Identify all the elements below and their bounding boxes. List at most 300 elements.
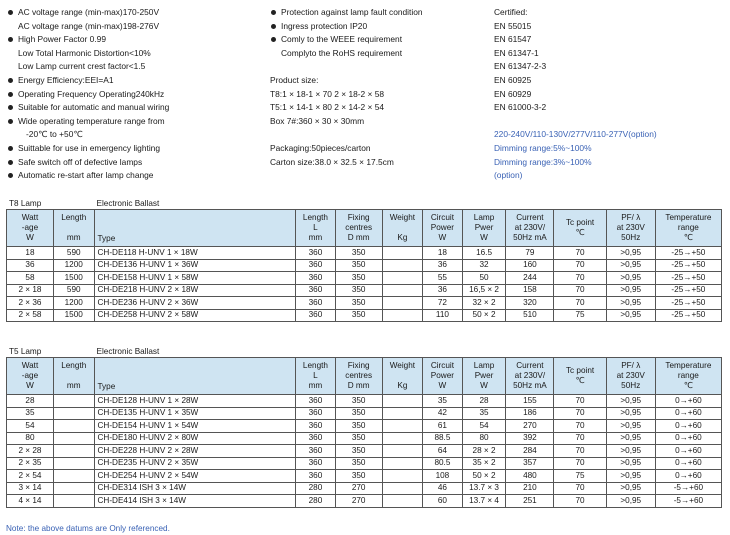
table-cell: -25→+50 bbox=[655, 297, 721, 310]
table-cell: 2 × 28 bbox=[7, 445, 54, 458]
table-cell bbox=[382, 259, 423, 272]
header-line: L bbox=[313, 371, 318, 380]
header-line: mm bbox=[66, 381, 81, 390]
bullet-item: Wide operating temperature range from bbox=[7, 115, 267, 129]
column-header bbox=[554, 358, 606, 395]
header-line: 50Hz bbox=[621, 233, 641, 242]
table-cell: 4 × 14 bbox=[7, 495, 54, 508]
lamp-type-label: T5 Lamp bbox=[7, 347, 95, 358]
column-header bbox=[7, 358, 54, 395]
table-cell bbox=[53, 470, 94, 483]
table-cell: 186 bbox=[506, 407, 554, 420]
table-cell: 36 bbox=[423, 284, 462, 297]
table-row bbox=[7, 247, 722, 260]
table-cell: CH-DE258 H-UNV 2 × 58W bbox=[94, 309, 296, 322]
table-cell: 360 bbox=[296, 407, 335, 420]
column-header bbox=[606, 358, 655, 395]
table-cell: 28 × 2 bbox=[462, 445, 506, 458]
header-line: at 230V bbox=[616, 223, 645, 232]
table-cell: 350 bbox=[335, 247, 382, 260]
spec-line: Low Total Harmonic Distortion<10% bbox=[18, 47, 151, 58]
spec-line: (option) bbox=[494, 170, 523, 181]
table-cell: 350 bbox=[335, 395, 382, 408]
table-cell: >0,95 bbox=[606, 272, 655, 285]
table-cell: 75 bbox=[554, 309, 606, 322]
table-cell: 360 bbox=[296, 284, 335, 297]
table-cell bbox=[382, 395, 423, 408]
table-cell: 108 bbox=[423, 470, 462, 483]
table-row bbox=[7, 407, 722, 420]
table-cell bbox=[382, 247, 423, 260]
column-header bbox=[382, 210, 423, 247]
header-line: Watt bbox=[21, 361, 39, 370]
table-cell bbox=[53, 432, 94, 445]
column-header bbox=[423, 210, 462, 247]
header-line: Current bbox=[516, 213, 544, 222]
table-cell bbox=[382, 432, 423, 445]
table-cell: -25→+50 bbox=[655, 247, 721, 260]
table-cell bbox=[53, 495, 94, 508]
header-line: Type bbox=[97, 382, 116, 391]
header-line: PF/ λ bbox=[621, 361, 641, 370]
table-cell: 350 bbox=[335, 259, 382, 272]
bullet-item: AC voltage range (min-max)170-250V bbox=[7, 6, 267, 20]
column-header bbox=[7, 210, 54, 247]
table-cell: 360 bbox=[296, 470, 335, 483]
table-cell: 350 bbox=[335, 457, 382, 470]
header-line: centres bbox=[345, 223, 373, 232]
table-cell: 50 × 2 bbox=[462, 470, 506, 483]
header-line: Length bbox=[61, 213, 87, 222]
table-cell: 70 bbox=[554, 297, 606, 310]
header-line: Tc point bbox=[565, 366, 595, 375]
table-cell: >0,95 bbox=[606, 309, 655, 322]
table-row bbox=[7, 259, 722, 272]
header-line: Length bbox=[302, 213, 328, 222]
table-cell: 64 bbox=[423, 445, 462, 458]
table-cell bbox=[53, 420, 94, 433]
table-cell: -5→+60 bbox=[655, 482, 721, 495]
footnote: Note: the above datums are Only referenced. bbox=[6, 524, 170, 533]
table-cell bbox=[53, 457, 94, 470]
table-cell bbox=[382, 445, 423, 458]
table-cell: 70 bbox=[554, 445, 606, 458]
table-cell: >0,95 bbox=[606, 420, 655, 433]
table-cell: 75 bbox=[554, 470, 606, 483]
table-cell: 80 bbox=[462, 432, 506, 445]
column-header bbox=[655, 358, 721, 395]
table-cell: -5→+60 bbox=[655, 495, 721, 508]
table-cell: 0→+60 bbox=[655, 395, 721, 408]
bullet-item: Suitable for automatic and manual wiring bbox=[7, 101, 267, 115]
ballast-type-label: Electronic Ballast bbox=[94, 199, 722, 210]
table-cell: CH-DE314 ISH 3 × 14W bbox=[94, 482, 296, 495]
spec-line: AC voltage range (min-max)198-276V bbox=[18, 20, 160, 31]
table-cell: -25→+50 bbox=[655, 284, 721, 297]
table-cell: 210 bbox=[506, 482, 554, 495]
column-header bbox=[53, 210, 94, 247]
header-line: W bbox=[26, 381, 34, 390]
bullet-item: Suittable for use in emergency lighting bbox=[7, 142, 267, 156]
table-cell: 350 bbox=[335, 272, 382, 285]
header-line: Kg bbox=[397, 233, 408, 242]
table-cell: 158 bbox=[506, 284, 554, 297]
table-cell: 251 bbox=[506, 495, 554, 508]
t8-spec-table bbox=[6, 198, 722, 322]
column-header bbox=[506, 210, 554, 247]
table-row bbox=[7, 495, 722, 508]
spec-line: EN 60925 bbox=[494, 74, 532, 85]
table-cell: CH-DE228 H-UNV 2 × 28W bbox=[94, 445, 296, 458]
table-cell: CH-DE118 H-UNV 1 × 18W bbox=[94, 247, 296, 260]
table-cell: 0→+60 bbox=[655, 445, 721, 458]
table-cell: -25→+50 bbox=[655, 309, 721, 322]
bullet-item: Automatic re-start after lamp change bbox=[7, 169, 267, 183]
header-line: mm bbox=[308, 381, 323, 390]
header-line: Circuit bbox=[430, 213, 455, 222]
table-row bbox=[7, 445, 722, 458]
table-header-row bbox=[7, 358, 722, 395]
header-line: Temperature bbox=[665, 361, 712, 370]
header-line: range bbox=[677, 371, 699, 380]
table-cell: CH-DE154 H-UNV 1 × 54W bbox=[94, 420, 296, 433]
table-row bbox=[7, 482, 722, 495]
table-cell bbox=[382, 470, 423, 483]
table-cell bbox=[53, 395, 94, 408]
column-header bbox=[94, 210, 296, 247]
table-header-row bbox=[7, 210, 722, 247]
table-cell: 360 bbox=[296, 309, 335, 322]
spec-line: Packaging:50pieces/carton bbox=[270, 142, 371, 153]
header-line: Type bbox=[97, 234, 116, 243]
header-line bbox=[385, 371, 421, 381]
header-line: Temperature bbox=[665, 213, 712, 222]
header-line: Tc point bbox=[565, 218, 595, 227]
table-cell: 350 bbox=[335, 297, 382, 310]
spec-line: Low Lamp current crest factor<1.5 bbox=[18, 61, 146, 72]
bullet-item: Safe switch off of defective lamps bbox=[7, 156, 267, 170]
table-cell: 360 bbox=[296, 272, 335, 285]
table-cell: CH-DE235 H-UNV 2 × 35W bbox=[94, 457, 296, 470]
header-line: Lamp bbox=[473, 361, 495, 370]
column-header bbox=[423, 358, 462, 395]
header-line: Current bbox=[516, 361, 544, 370]
header-line: at 230V/ bbox=[514, 371, 546, 380]
table-cell bbox=[53, 482, 94, 495]
features-column-1 bbox=[7, 6, 267, 183]
bullet-item: Operating Frequency Operating240kHz bbox=[7, 88, 267, 102]
table-label-row bbox=[7, 199, 722, 210]
table-cell: 36 bbox=[423, 259, 462, 272]
table-cell: >0,95 bbox=[606, 482, 655, 495]
header-line: Length bbox=[61, 361, 87, 370]
table-cell: 35 bbox=[7, 407, 54, 420]
table-cell: 28 bbox=[462, 395, 506, 408]
table-cell: 18 bbox=[423, 247, 462, 260]
spec-line: Carton size:38.0 × 32.5 × 17.5cm bbox=[270, 156, 394, 167]
spec-line: Dimming range:3%~100% bbox=[494, 156, 592, 167]
features-column-2 bbox=[270, 6, 485, 169]
spec-line: T5:1 × 14-1 × 80 2 × 14-2 × 54 bbox=[270, 102, 385, 113]
table-cell: 360 bbox=[296, 247, 335, 260]
header-line: PF/ λ bbox=[621, 213, 641, 222]
table-cell: 16,5 × 2 bbox=[462, 284, 506, 297]
table-cell: 70 bbox=[554, 395, 606, 408]
table-cell: >0,95 bbox=[606, 297, 655, 310]
table-cell: 392 bbox=[506, 432, 554, 445]
table-cell: 70 bbox=[554, 482, 606, 495]
table-cell bbox=[382, 457, 423, 470]
table-cell: 360 bbox=[296, 297, 335, 310]
table-cell: 350 bbox=[335, 309, 382, 322]
header-line: W bbox=[480, 381, 488, 390]
column-header bbox=[462, 358, 506, 395]
table-cell: CH-DE128 H-UNV 1 × 28W bbox=[94, 395, 296, 408]
table-cell: 0→+60 bbox=[655, 432, 721, 445]
spec-line: Certified: bbox=[494, 7, 528, 17]
header-line: Lamp bbox=[473, 213, 495, 222]
header-line: mm bbox=[66, 233, 81, 242]
table-cell: 60 bbox=[423, 495, 462, 508]
table-cell: >0,95 bbox=[606, 259, 655, 272]
header-line: Fixing bbox=[347, 213, 370, 222]
table-cell: >0,95 bbox=[606, 445, 655, 458]
table-cell: >0,95 bbox=[606, 247, 655, 260]
table-cell: 1200 bbox=[53, 297, 94, 310]
table-cell: 2 × 35 bbox=[7, 457, 54, 470]
table-cell bbox=[382, 297, 423, 310]
table-cell: 70 bbox=[554, 495, 606, 508]
table-cell: CH-DE158 H-UNV 1 × 58W bbox=[94, 272, 296, 285]
header-line: Length bbox=[302, 361, 328, 370]
table-cell: 70 bbox=[554, 432, 606, 445]
table-cell: 70 bbox=[554, 420, 606, 433]
header-line bbox=[56, 371, 92, 381]
spec-line: EN 61347-1 bbox=[494, 47, 539, 58]
table-cell: 50 bbox=[462, 272, 506, 285]
table-row bbox=[7, 395, 722, 408]
table-cell bbox=[382, 407, 423, 420]
table-cell: 0→+60 bbox=[655, 457, 721, 470]
table-cell: 13.7 × 3 bbox=[462, 482, 506, 495]
header-line: Weight bbox=[389, 361, 416, 370]
table-cell: 32 bbox=[462, 259, 506, 272]
table-cell: 350 bbox=[335, 445, 382, 458]
table-cell: >0,95 bbox=[606, 495, 655, 508]
table-cell: 18 bbox=[7, 247, 54, 260]
header-line: 50Hz bbox=[621, 381, 641, 390]
table-cell: 350 bbox=[335, 470, 382, 483]
table-cell: 58 bbox=[7, 272, 54, 285]
header-line: -age bbox=[21, 371, 39, 380]
header-line: D mm bbox=[347, 381, 370, 390]
table-cell: 360 bbox=[296, 259, 335, 272]
table-cell: 1500 bbox=[53, 272, 94, 285]
table-cell: 360 bbox=[296, 395, 335, 408]
table-cell: 50 × 2 bbox=[462, 309, 506, 322]
spec-line bbox=[494, 115, 730, 129]
table-cell: 360 bbox=[296, 445, 335, 458]
table-cell: 284 bbox=[506, 445, 554, 458]
table-row bbox=[7, 432, 722, 445]
spec-line: EN 61547 bbox=[494, 34, 532, 45]
header-line bbox=[56, 223, 92, 233]
table-cell: 280 bbox=[296, 495, 335, 508]
spec-line bbox=[270, 60, 485, 74]
column-header bbox=[655, 210, 721, 247]
bullet-item: Energy Efficiency:EEI=A1 bbox=[7, 74, 267, 88]
spec-line: EN 60929 bbox=[494, 88, 532, 99]
header-line: Circuit bbox=[430, 361, 455, 370]
header-line: ℃ bbox=[683, 233, 693, 242]
table-cell: 1200 bbox=[53, 259, 94, 272]
column-header bbox=[606, 210, 655, 247]
table-cell: 360 bbox=[296, 432, 335, 445]
table-cell: 35 bbox=[423, 395, 462, 408]
header-line: at 230V/ bbox=[514, 223, 546, 232]
header-line: at 230V bbox=[616, 371, 645, 380]
table-cell: 510 bbox=[506, 309, 554, 322]
table-cell: 2 × 36 bbox=[7, 297, 54, 310]
table-cell: 28 bbox=[7, 395, 54, 408]
table-cell: 55 bbox=[423, 272, 462, 285]
table-cell: 70 bbox=[554, 272, 606, 285]
table-cell bbox=[53, 445, 94, 458]
spec-line: T8:1 × 18-1 × 70 2 × 18-2 × 58 bbox=[270, 88, 385, 99]
table-cell: CH-DE180 H-UNV 2 × 80W bbox=[94, 432, 296, 445]
header-line: centres bbox=[345, 371, 373, 380]
table-cell: CH-DE136 H-UNV 1 × 36W bbox=[94, 259, 296, 272]
table-cell: 13.7 × 4 bbox=[462, 495, 506, 508]
table-cell: CH-DE218 H-UNV 2 × 18W bbox=[94, 284, 296, 297]
header-line: ℃ bbox=[683, 381, 693, 390]
table-row bbox=[7, 420, 722, 433]
table-cell: 42 bbox=[423, 407, 462, 420]
table-row bbox=[7, 297, 722, 310]
column-header bbox=[296, 210, 335, 247]
header-line: L bbox=[313, 223, 318, 232]
table-row bbox=[7, 284, 722, 297]
header-line: 50Hz mA bbox=[513, 233, 547, 242]
table-cell: -25→+50 bbox=[655, 259, 721, 272]
table-cell: 0→+60 bbox=[655, 407, 721, 420]
table-cell: 79 bbox=[506, 247, 554, 260]
table-cell: CH-DE236 H-UNV 2 × 36W bbox=[94, 297, 296, 310]
bullet-item: Comly to the WEEE requirement bbox=[270, 33, 485, 47]
table-row bbox=[7, 309, 722, 322]
table-cell: >0,95 bbox=[606, 470, 655, 483]
ballast-type-label: Electronic Ballast bbox=[94, 347, 722, 358]
table-cell: 3 × 14 bbox=[7, 482, 54, 495]
table-cell: 54 bbox=[7, 420, 54, 433]
table-cell: 155 bbox=[506, 395, 554, 408]
table-cell: 72 bbox=[423, 297, 462, 310]
table-cell: 70 bbox=[554, 247, 606, 260]
table-cell bbox=[382, 284, 423, 297]
header-line: Power bbox=[430, 223, 455, 232]
table-cell: 270 bbox=[506, 420, 554, 433]
table-cell: 32 × 2 bbox=[462, 297, 506, 310]
header-line: -age bbox=[21, 223, 39, 232]
table-row bbox=[7, 272, 722, 285]
table-cell: >0,95 bbox=[606, 284, 655, 297]
bullet-item: Ingress protection IP20 bbox=[270, 20, 485, 34]
column-header bbox=[382, 358, 423, 395]
column-header bbox=[335, 358, 382, 395]
table-cell: 70 bbox=[554, 457, 606, 470]
spec-line: Dimming range:5%~100% bbox=[494, 142, 592, 153]
spec-line: EN 61000-3-2 bbox=[494, 102, 547, 113]
column-header bbox=[554, 210, 606, 247]
table-cell: 360 bbox=[296, 420, 335, 433]
header-line: Kg bbox=[397, 381, 408, 390]
table-cell: -25→+50 bbox=[655, 272, 721, 285]
spec-line: 220-240V/110-130V/277V/110-277V(option) bbox=[494, 129, 657, 140]
table-cell: 244 bbox=[506, 272, 554, 285]
header-line: 50Hz mA bbox=[513, 381, 547, 390]
table-cell: 350 bbox=[335, 432, 382, 445]
column-header bbox=[335, 210, 382, 247]
table-cell: 590 bbox=[53, 284, 94, 297]
table-cell: >0,95 bbox=[606, 407, 655, 420]
table-cell: >0,95 bbox=[606, 457, 655, 470]
header-line: range bbox=[677, 223, 699, 232]
spec-line: EN 61347-2-3 bbox=[494, 61, 547, 72]
header-line: W bbox=[26, 233, 34, 242]
table-cell: 70 bbox=[554, 407, 606, 420]
header-line: D mm bbox=[347, 233, 370, 242]
table-cell: 36 bbox=[7, 259, 54, 272]
table-cell bbox=[53, 407, 94, 420]
table-cell: 54 bbox=[462, 420, 506, 433]
spec-line: Complyto the RoHS requirement bbox=[281, 47, 403, 58]
table-cell: 350 bbox=[335, 420, 382, 433]
spec-line: Box 7#:360 × 30 × 30mm bbox=[270, 115, 365, 126]
table-cell: CH-DE414 ISH 3 × 14W bbox=[94, 495, 296, 508]
table-cell: 110 bbox=[423, 309, 462, 322]
bullet-item: Protection against lamp fault condition bbox=[270, 6, 485, 20]
table-cell: 2 × 58 bbox=[7, 309, 54, 322]
table-cell: 2 × 54 bbox=[7, 470, 54, 483]
table-cell: 280 bbox=[296, 482, 335, 495]
table-cell: 320 bbox=[506, 297, 554, 310]
spec-line bbox=[270, 128, 485, 142]
spec-line: -20℃ to +50℃ bbox=[26, 129, 83, 140]
header-line: ℃ bbox=[575, 228, 585, 237]
header-line: Weight bbox=[389, 213, 416, 222]
table-cell bbox=[382, 309, 423, 322]
table-cell bbox=[382, 420, 423, 433]
table-cell: 1500 bbox=[53, 309, 94, 322]
header-line: W bbox=[480, 233, 488, 242]
table-cell: 270 bbox=[335, 495, 382, 508]
table-cell: 35 bbox=[462, 407, 506, 420]
header-line bbox=[385, 223, 421, 233]
column-header bbox=[94, 358, 296, 395]
table-cell: 16.5 bbox=[462, 247, 506, 260]
table-cell: 61 bbox=[423, 420, 462, 433]
header-line: ℃ bbox=[575, 376, 585, 385]
column-header bbox=[53, 358, 94, 395]
column-header bbox=[462, 210, 506, 247]
table-row bbox=[7, 470, 722, 483]
spec-line: Product size: bbox=[270, 74, 319, 85]
table-label-row bbox=[7, 347, 722, 358]
table-cell bbox=[382, 495, 423, 508]
header-line: Fixing bbox=[347, 361, 370, 370]
table-cell: 35 × 2 bbox=[462, 457, 506, 470]
header-line: Pwer bbox=[474, 223, 494, 232]
